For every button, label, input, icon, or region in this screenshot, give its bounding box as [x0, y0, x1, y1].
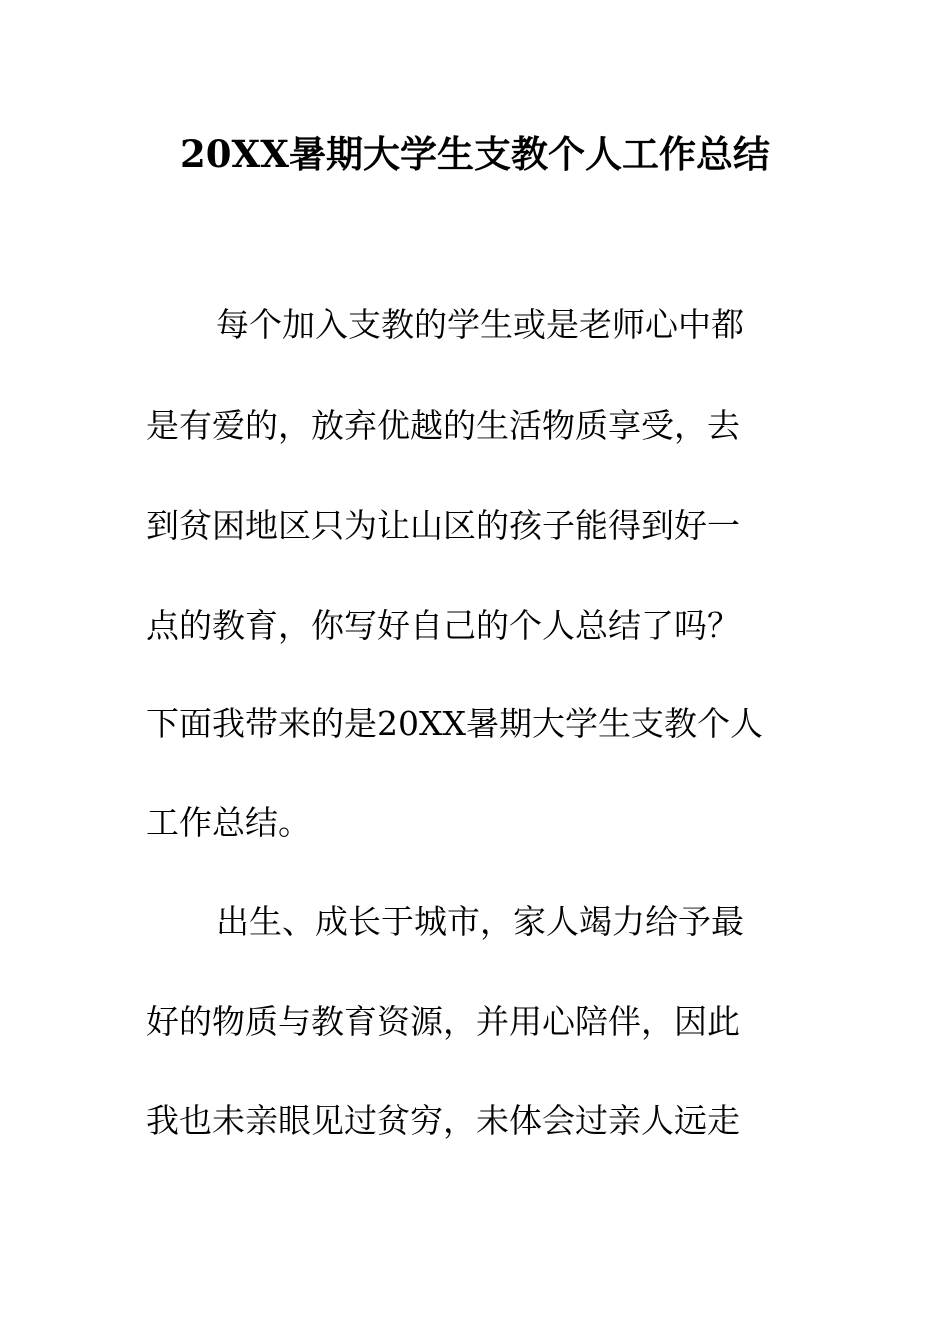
paragraph-1-line-3: 到贫困地区只为让山区的孩子能得到好一	[146, 506, 740, 545]
paragraph-2-line-1: 出生、成长于城市，家人竭力给予最	[216, 902, 744, 941]
paragraph-1-line-5: 下面我带来的是20XX暑期大学生支教个人	[146, 704, 763, 743]
paragraph-1-line-1: 每个加入支教的学生或是老师心中都	[216, 305, 744, 344]
document-title: 20XX暑期大学生支教个人工作总结	[180, 132, 770, 176]
paragraph-2-line-2: 好的物质与教育资源，并用心陪伴，因此	[146, 1002, 740, 1041]
paragraph-1-line-4: 点的教育，你写好自己的个人总结了吗？	[146, 606, 740, 645]
paragraph-1-line-6: 工作总结。	[146, 803, 311, 842]
paragraph-2-line-3: 我也未亲眼见过贫穷，未体会过亲人远走	[146, 1101, 740, 1140]
paragraph-1-line-2: 是有爱的，放弃优越的生活物质享受，去	[146, 406, 740, 445]
